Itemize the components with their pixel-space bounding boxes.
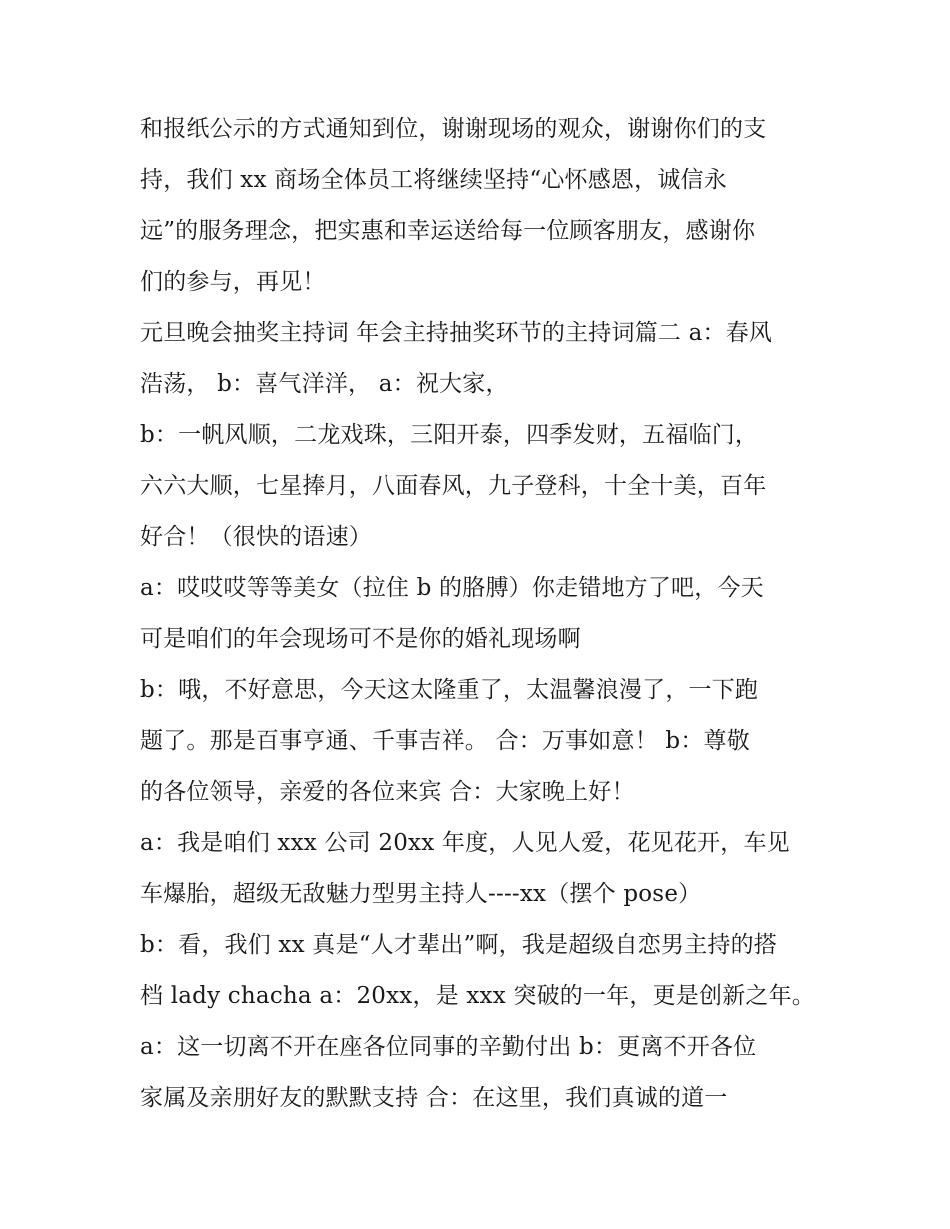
- text-line: 远”的服务理念，把实惠和幸运送给每一位顾客朋友，感谢你: [140, 218, 756, 244]
- text-line: 浩荡， b：喜气洋洋， a：祝大家，: [140, 371, 509, 397]
- text-line: a：哎哎哎等等美女（拉住 b 的胳膊）你走错地方了吧，今天: [140, 575, 764, 601]
- text-line: b：看，我们 xx 真是“人才辈出”啊，我是超级自恋男主持的搭: [140, 932, 778, 958]
- text-line: 档 lady chacha a：20xx，是 xxx 突破的一年，更是创新之年。: [140, 983, 815, 1009]
- text-line: 好合！（很快的语速）: [140, 524, 372, 550]
- text-line: 和报纸公示的方式通知到位，谢谢现场的观众，谢谢你们的支: [140, 116, 767, 142]
- text-line: 元旦晚会抽奖主持词 年会主持抽奖环节的主持词篇二 a：春风: [140, 320, 773, 346]
- text-line: a：我是咱们 xxx 公司 20xx 年度，人见人爱，花见花开，车见: [140, 830, 790, 856]
- text-line: 车爆胎，超级无敌魅力型男主持人----xx（摆个 pose）: [140, 881, 702, 907]
- text-line: 持，我们 xx 商场全体员工将继续坚持“心怀感恩，诚信永: [140, 167, 727, 193]
- text-line: 的各位领导，亲爱的各位来宾 合：大家晚上好！: [140, 779, 635, 805]
- text-line: 六六大顺，七星捧月，八面春风，九子登科，十全十美，百年: [140, 473, 767, 499]
- text-line: b：一帆风顺，二龙戏珠，三阳开泰，四季发财，五福临门，: [140, 422, 759, 448]
- text-line: 题了。那是百事亨通、千事吉祥。 合：万事如意！ b：尊敬: [140, 728, 750, 754]
- text-line: 家属及亲朋好友的默默支持 合：在这里，我们真诚的道一: [140, 1085, 728, 1111]
- text-line: b：哦，不好意思，今天这太隆重了，太温馨浪漫了，一下跑: [140, 677, 759, 703]
- text-line: 们的参与，再见！: [140, 269, 326, 295]
- text-line: 可是咱们的年会现场可不是你的婚礼现场啊: [140, 626, 581, 652]
- text-line: a：这一切离不开在座各位同事的辛勤付出 b：更离不开各位: [140, 1034, 757, 1060]
- document-body: [140, 104, 820, 1124]
